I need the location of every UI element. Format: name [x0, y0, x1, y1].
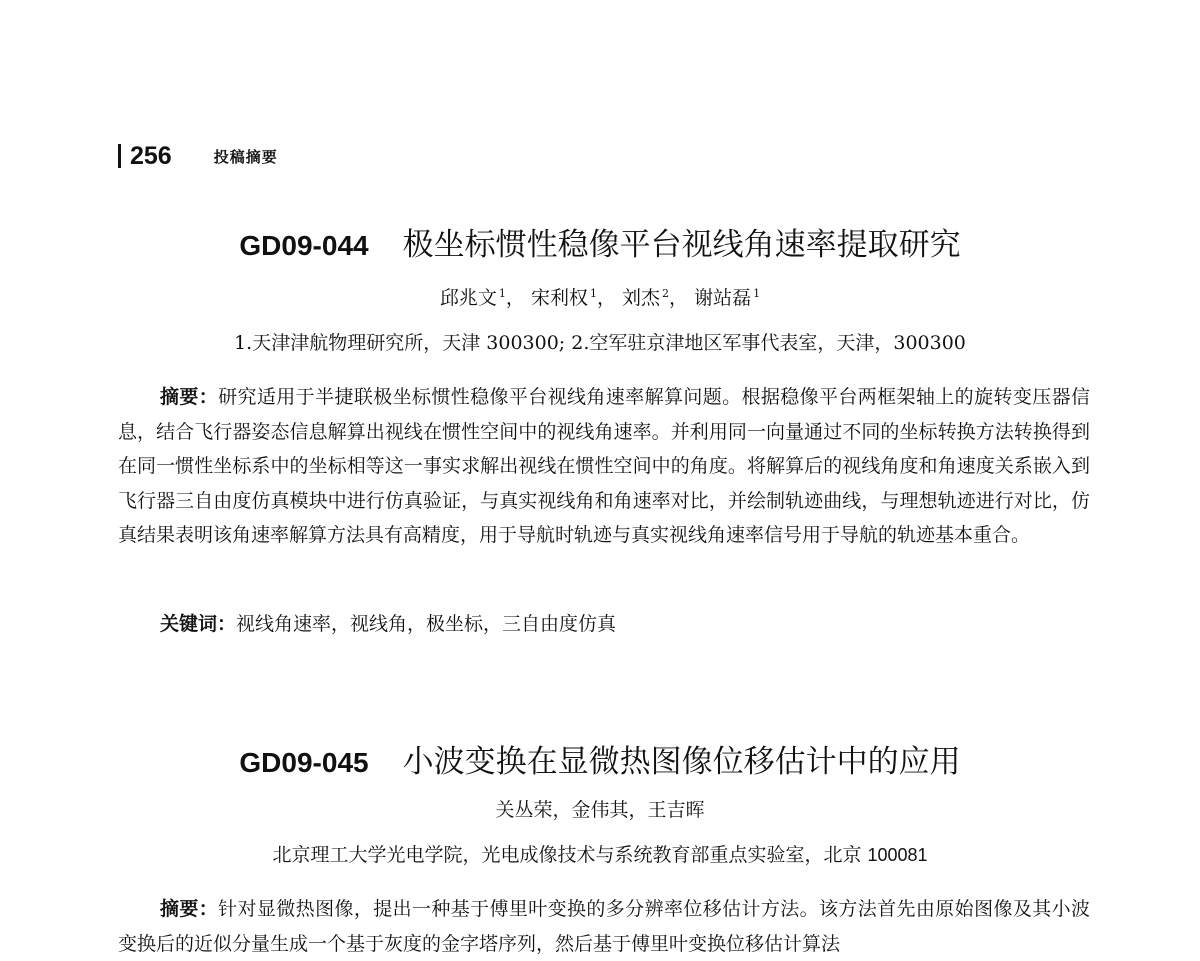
abstract-2: [118, 892, 1090, 961]
affiliation-1: 1.天津津航物理研究所，天津 300300; 2.空军驻京津地区军事代表室，天津，300300: [234, 332, 966, 354]
keywords-label-1: 关键词：: [160, 613, 237, 635]
article-name-1: 极坐标惯性稳像平台视线角速率提取研究: [402, 227, 961, 263]
author-3: 刘杰 $^2$，: [622, 286, 689, 309]
article-title-2: [0, 739, 1200, 785]
author-4: 谢站磊 $^1$: [694, 286, 761, 309]
abstract-label-2: 摘要：: [160, 898, 219, 920]
page-number: 256: [118, 144, 172, 168]
article-name-2: 小波变换在显微热图像位移估计中的应用: [402, 744, 961, 780]
affiliation-2-zip: 100081: [867, 845, 928, 865]
keywords-1: [118, 607, 616, 642]
affiliation-2: [0, 841, 1200, 869]
abstract-text-2: 针对显微热图像，提出一种基于傅里叶变换的多分辨率位移估计方法。该方法首先由原始图像及其小波变换后的近似分量生成一个基于灰度的金字塔序列，然后基于傅里叶变换位移估计算法: [118, 898, 1090, 955]
article-title-1: [0, 222, 1200, 268]
abstract-1: [118, 380, 1090, 553]
author-list-1: [0, 284, 1200, 312]
article-code-1: GD09-044: [239, 230, 369, 261]
running-title: 投稿摘要: [213, 147, 278, 166]
author-list-2: 关丛荣，金伟其，王吉晖: [495, 799, 705, 821]
article-code-2: GD09-045: [239, 747, 369, 778]
keywords-text-1: 视线角速率，视线角，极坐标，三自由度仿真: [236, 613, 617, 635]
author-1: 邱兆文 $^1$，: [439, 286, 525, 309]
abstract-text-1: 研究适用于半捷联极坐标惯性稳像平台视线角速率解算问题。根据稳像平台两框架轴上的旋转变压器信息，结合飞行器姿态信息解算出视线在惯性空间中的视线角速率。并利用同一向量通过不同的坐标转换方法转换得到在同一惯性坐标系中的坐标相等这一事实求解出视线在惯性空间中的角度。将解算后的视线角度和角速度关系嵌入到飞行器三自由度仿真模块中进行仿真验证，与真实视线角和角速率对比，并绘制轨迹曲线，与理想轨迹进行对比，仿真结果表明该角速率解算方法具有高精度，用于导航时轨迹与真实视线角速率信号用于导航的轨迹基本重合。: [118, 386, 1090, 547]
affiliation-2-text: 北京理工大学光电学院，光电成像技术与系统教育部重点实验室，北京: [272, 844, 868, 866]
abstract-label-1: 摘要：: [160, 386, 219, 408]
author-2: 宋利权 $^1$，: [530, 286, 616, 309]
page-header: [118, 140, 278, 172]
